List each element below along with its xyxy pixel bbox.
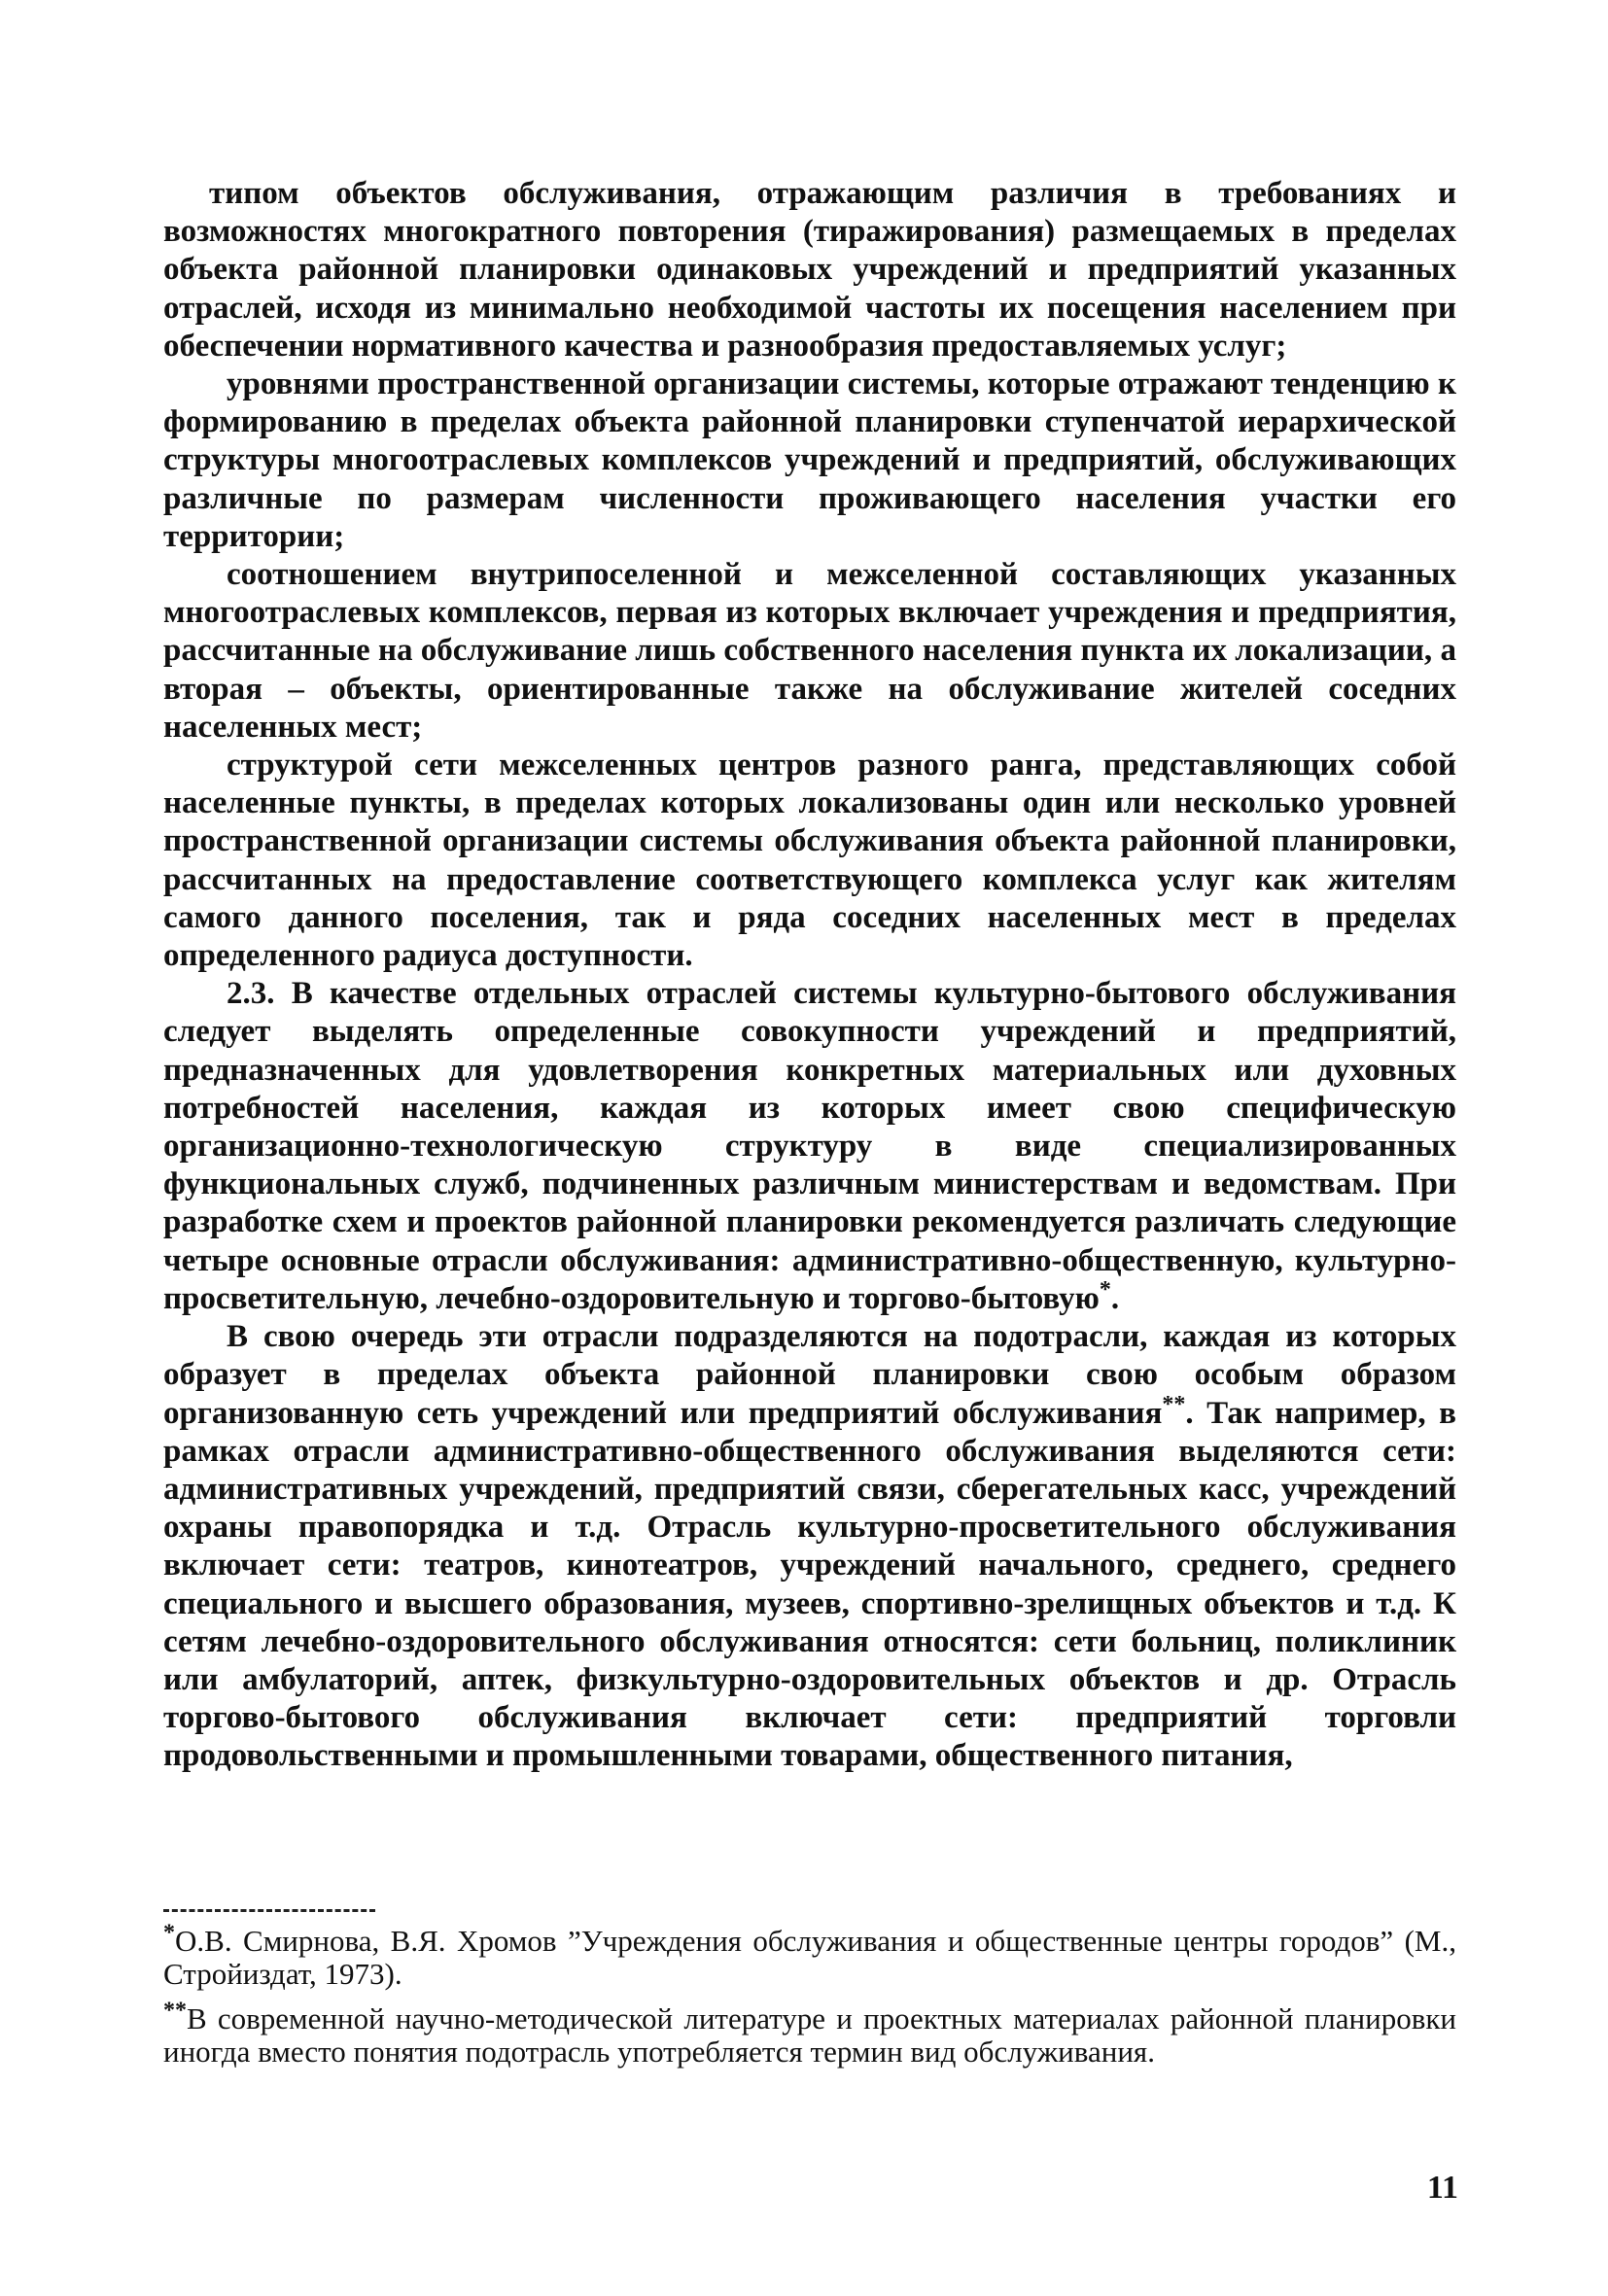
main-text: [163, 175, 1456, 1776]
section-text: В качестве отдельных отраслей системы культурно-бытового обслуживания следует выделять определенные совокупности учреждений и предприятий, предназначенных для удовлетворения конкретных материальных или духовных потребностей населения, каждая из которых имеет свою специфическую организационно-технологическую структуру в виде специализированных функциональных служб, подчиненных различным министерствам и ведомствам. При разработке схем и проектов районной планировки рекомендуется различать следующие четыре основные отрасли обслуживания: административно-общественную, культурно-просветительную, лечебно-оздоровительную и торгово-бытовую: [163, 976, 1456, 1316]
footnote-ref-1: *: [1099, 1276, 1111, 1303]
section-number: 2.3.: [227, 976, 275, 1012]
paragraph-spatial-levels: уровнями пространственной организации системы, которые отражают тенденцию к формированию в пределах объекта районной планировки ступенчатой иерархической структуры многоотраслевых комплексов учреждений и предприятий, обслуживающих различные по размерам численности проживающего населения участки его территории;: [163, 366, 1456, 554]
paragraph-subbranches: [163, 1318, 1456, 1775]
footnote-ref-2: **: [1162, 1391, 1186, 1417]
footnote-2: [163, 1998, 1456, 2069]
footnote-1-mark: *: [163, 1920, 175, 1946]
footnote-2-mark: **: [163, 1998, 187, 2024]
section-end: .: [1110, 1280, 1120, 1316]
paragraph-center-network: структурой сети межселенных центров разного ранга, представляющих собой населенные пункты, в пределах которых локализованы один или несколько уровней пространственной организации системы обслуживания объекта районной планировки, рассчитанных на предоставление соответствующего комплекса услуг как жителям самого данного поселения, так и ряда соседних населенных мест в пределах определенного радиуса доступности.: [163, 748, 1456, 974]
subbranches-text-before: В свою очередь эти отрасли подразделяются на подотрасли, каждая из которых образует в пределах объекта районной планировки свою особым образом организованную сеть учреждений или предприятий обслуживания: [163, 1319, 1456, 1431]
footnote-separator: [163, 1909, 375, 1912]
footnote-1-text: О.В. Смирнова, В.Я. Хромов ”Учреждения обслуживания и общественные центры городов” (М., Стройиздат, 1973).: [163, 1924, 1456, 1991]
footnote-2-text: В современной научно-методической литературе и проектных материалах районной планировки иногда вместо понятия подотрасль употребляется термин вид обслуживания.: [163, 2001, 1456, 2069]
footnote-1: [163, 1920, 1456, 1991]
paragraph-settlement-ratio: соотношением внутрипоселенной и межселенной составляющих указанных многоотраслевых комплексов, первая из которых включает учреждения и предприятия, рассчитанные на обслуживание лишь собственного населения пункта их локализации, а вторая – объекты, ориентированные также на обслуживание жителей соседних населенных мест;: [163, 557, 1456, 745]
footnotes: [163, 1920, 1456, 2069]
page-number: 11: [1426, 2170, 1458, 2206]
paragraph-section-2-3: [163, 975, 1456, 1318]
subbranches-text-after: . Так например, в рамках отрасли административно-общественного обслуживания выделяются сети: административных учреждений, предприятий связи, сберегательных касс, учреждений охраны правопорядка и т.д. Отрасль культурно-просветительного обслуживания включает сети: театров, кинотеатров, учреждений начального, среднего, среднего специального и высшего образования, музеев, спортивно-зрелищных объектов и т.д. К сетям лечебно-оздоровительного обслуживания относятся: сети больниц, поликлиник или амбулаторий, аптек, физкультурно-оздоровительных объектов и др. Отрасль торгово-бытового обслуживания включает сети: предприятий торговли продовольственными и промышленными товарами, общественного питания,: [163, 1395, 1456, 1774]
paragraph-service-type: типом объектов обслуживания, отражающим различия в требованиях и возможностях многократного повторения (тиражирования) размещаемых в пределах объекта районной планировки одинаковых учреждений и предприятий указанных отраслей, исходя из минимально необходимой частоты их посещения населением при обеспечении нормативного качества и разнообразия предоставляемых услуг;: [163, 176, 1456, 364]
